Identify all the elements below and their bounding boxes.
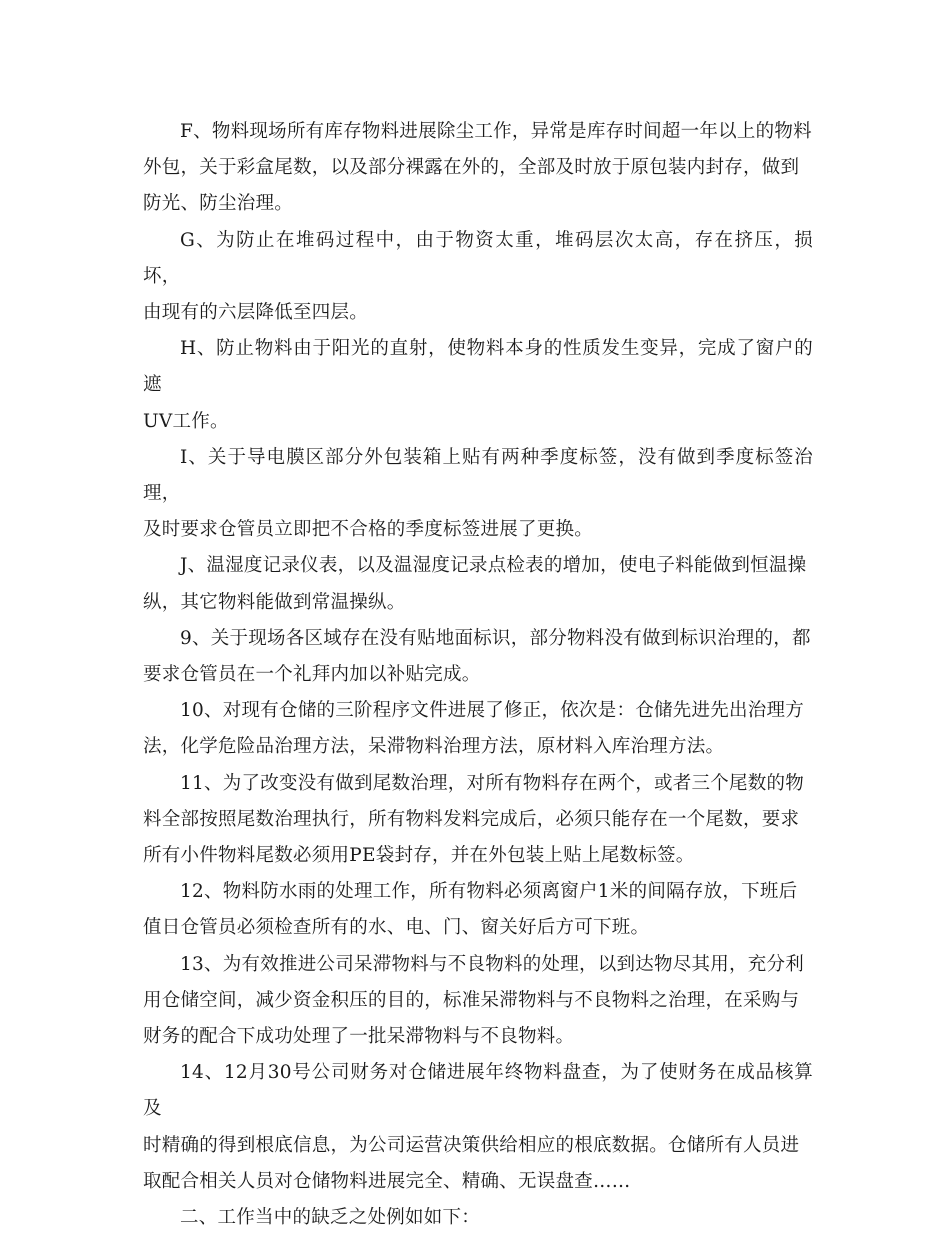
text-line: 10、对现有仓储的三阶程序文件进展了修正，依次是：仓储先进先出治理方	[180, 700, 805, 722]
text-line: 要求仓管员在一个礼拜内加以补贴完成。	[143, 664, 481, 686]
text-line: 13、为有效推进公司呆滞物料与不良物料的处理，以到达物尽其用，充分利	[180, 953, 805, 975]
text-line: 料全部按照尾数治理执行，所有物料发料完成后，必须只能存在一个尾数，要求	[143, 808, 800, 830]
text-line: 用仓储空间，减少资金积压的目的，标准呆滞物料与不良物料之治理，在采购与	[143, 989, 800, 1011]
paragraph-i	[143, 440, 813, 549]
paragraph-9	[143, 621, 813, 693]
paragraph-13	[143, 947, 813, 1056]
paragraph-12	[143, 874, 813, 946]
text-line: 值日仓管员必须检查所有的水、电、门、窗关好后方可下班。	[143, 917, 650, 939]
text-line: 二、工作当中的缺乏之处例如如下：	[180, 1207, 481, 1229]
text-line: 时精确的得到根底信息，为公司运营决策供给相应的根底数据。仓储所有人员进	[143, 1134, 800, 1156]
text-line: 外包，关于彩盒尾数，以及部分裸露在外的，全部及时放于原包装内封存，做到	[143, 157, 800, 179]
document-body	[143, 114, 813, 1236]
text-line: 财务的配合下成功处理了一批呆滞物料与不良物料。	[143, 1026, 575, 1048]
paragraph-11	[143, 766, 813, 875]
text-line: 法，化学危险品治理方法，呆滞物料治理方法，原材料入库治理方法。	[143, 736, 725, 758]
text-line: H、防止物料由于阳光的直射，使物料本身的性质发生变异，完成了窗户的遮	[143, 338, 813, 396]
text-line: 9、关于现场各区域存在没有贴地面标识，部分物料没有做到标识治理的，都	[180, 627, 811, 649]
paragraph-14	[143, 1055, 813, 1200]
paragraph-10	[143, 693, 813, 765]
text-line: I、关于导电膜区部分外包装箱上贴有两种季度标签，没有做到季度标签治理，	[143, 446, 813, 505]
paragraph-h	[143, 331, 813, 440]
text-line: F、物料现场所有库存物料进展除尘工作，异常是库存时间超一年以上的物料	[180, 121, 812, 142]
text-line: 11、为了改变没有做到尾数治理，对所有物料存在两个，或者三个尾数的物	[180, 772, 805, 794]
paragraph-f	[143, 114, 813, 223]
text-line: 及时要求仓管员立即把不合格的季度标签进展了更换。	[143, 519, 594, 541]
text-line: 防光、防尘治理。	[143, 193, 294, 215]
text-line: UV工作。	[143, 410, 229, 432]
text-line: 由现有的六层降低至四层。	[143, 302, 369, 324]
section-heading	[143, 1200, 813, 1236]
text-line: 12、物料防水雨的处理工作，所有物料必须离窗户1米的间隔存放，下班后	[180, 881, 798, 903]
paragraph-j	[143, 548, 813, 620]
text-line: G、为防止在堆码过程中，由于物资太重，堆码层次太高，存在挤压，损坏，	[143, 229, 813, 287]
text-line: 纵，其它物料能做到常温操纵。	[143, 591, 406, 613]
text-line: 所有小件物料尾数必须用PE袋封存，并在外包装上贴上尾数标签。	[143, 845, 695, 867]
paragraph-g	[143, 223, 813, 332]
text-line: 取配合相关人员对仓储物料进展完全、精确、无误盘查……	[143, 1170, 631, 1192]
text-line: 14、12月30号公司财务对仓储进展年终物料盘查，为了使财务在成品核算及	[143, 1062, 813, 1120]
text-line: J、温湿度记录仪表，以及温湿度记录点检表的增加，使电子料能做到恒温操	[180, 555, 807, 577]
